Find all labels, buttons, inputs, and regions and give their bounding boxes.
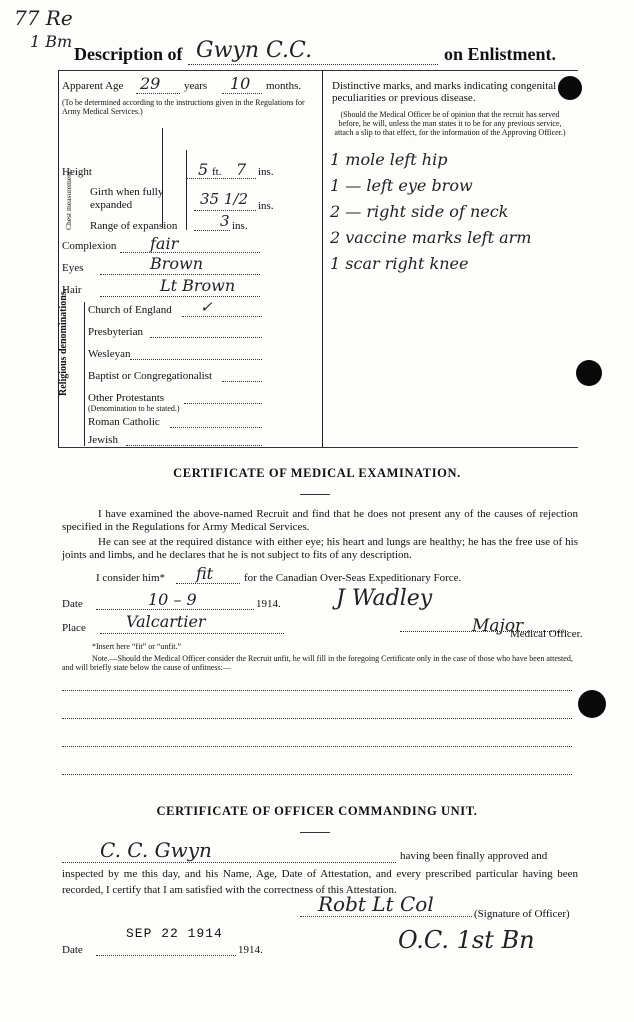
mark-entry-3: 2 — right side of neck: [330, 202, 509, 221]
height-line: [186, 178, 256, 179]
hair-value: Lt Brown: [160, 276, 236, 295]
marks-note: (Should the Medical Officer be of opinion that the recruit has served before, he will, unless the man states it to be for any previous service, attach a slip to that effect, for the information of the Approving Officer.): [334, 110, 566, 137]
officer-unit: O.C. 1st Bn: [398, 926, 535, 954]
nb-note: Note.—Should the Medical Officer consider the Recruit unfit, he will fill in the foregoing Certificate only in the case of those who have been attested, and will briefly state below the cause of unfitness:—: [62, 654, 573, 672]
punch-hole: [578, 690, 606, 718]
religion-roman-catholic: Roman Catholic: [88, 416, 160, 428]
received-stamp: SEP 22 1914: [126, 926, 223, 941]
officer-heading-rule: [300, 832, 330, 833]
medical-signature: J Wadley: [336, 586, 433, 611]
age-note: (To be determined according to the instructions given in the Regulations for Army Medical Services.): [62, 98, 305, 116]
ft-label: ft.: [212, 166, 222, 178]
complexion-value: fair: [150, 234, 179, 253]
mark-entry-1: 1 mole left hip: [330, 150, 448, 169]
girth-ins-label: ins.: [258, 200, 274, 212]
girth-label: Girth when fully expanded: [90, 186, 164, 211]
age-months: 10: [230, 74, 251, 93]
girth-value: 35 1/2: [200, 190, 248, 208]
height-ins-label: ins.: [258, 166, 274, 178]
officer-heading: CERTIFICATE OF OFFICER COMMANDING UNIT.: [156, 804, 478, 818]
medical-heading: CERTIFICATE OF MEDICAL EXAMINATION.: [173, 466, 461, 480]
complexion-line: [120, 252, 260, 253]
range-value: 3: [220, 212, 230, 230]
place-label: Place: [62, 622, 86, 634]
officer-date-line: [96, 955, 236, 956]
title-right: on Enlistment.: [444, 44, 557, 64]
consider-value: fit: [196, 564, 214, 583]
unfit-line-2: [62, 718, 572, 719]
religion-checkmark: ✓: [200, 298, 213, 316]
unfit-line-4: [62, 774, 572, 775]
mark-entry-2: 1 — left eye brow: [330, 176, 473, 195]
medical-para-2: He can see at the required distance with either eye; his heart and lungs are healthy; he has the free use of his joints and limbs, and he declares that he is not subject to fits of any description.: [62, 536, 578, 561]
mark-entry-4: 2 vaccine marks left arm: [330, 228, 532, 247]
religion-note: (Denomination to be stated.): [88, 404, 180, 413]
consider-line: [176, 583, 240, 584]
officer-sign-line: [300, 916, 472, 917]
religion-line-6: [170, 427, 262, 428]
medical-officer-label: Medical Officer.: [510, 628, 583, 640]
heading-rule: [300, 494, 330, 495]
range-label: Range of expansion: [90, 220, 178, 232]
religion-bracket: [84, 302, 85, 446]
eyes-label: Eyes: [62, 262, 84, 274]
punch-hole: [558, 76, 582, 100]
hair-line: [100, 296, 260, 297]
age-months-line: [222, 93, 262, 94]
height-in: 7: [236, 160, 247, 179]
eyes-line: [100, 274, 260, 275]
center-divider: [322, 70, 323, 447]
range-ins-label: ins.: [232, 220, 248, 232]
margin-note-1: 77 Re: [14, 6, 73, 30]
recruit-name-line: [62, 862, 396, 863]
name-line: [188, 64, 438, 65]
girth-line: [194, 210, 256, 211]
officer-text-2: inspected by me this day, and his Name, Age, Date of Attestation, and every prescribed particular having been recorded, I certify that I am satisfied with the correctness of this Attestation.: [62, 868, 578, 896]
place-line: [100, 633, 284, 634]
officer-recruit-name: C. C. Gwyn: [100, 838, 212, 862]
medical-date-value: 10 – 9: [148, 590, 197, 609]
title-left: Description of: [74, 44, 183, 64]
religion-line-4: [222, 381, 262, 382]
unfit-line-3: [62, 746, 572, 747]
religion-line-5: [184, 403, 262, 404]
place-value: Valcartier: [126, 612, 206, 631]
punch-hole: [576, 360, 602, 386]
age-years-line: [136, 93, 180, 94]
consider-label: I consider him*: [96, 572, 166, 584]
officer-text-1: having been finally approved and: [400, 850, 548, 862]
insert-note: *Insert here “fit” or “unfit.”: [92, 642, 182, 651]
religion-wesleyan: Wesleyan: [88, 348, 131, 360]
religion-baptist: Baptist or Congregationalist: [88, 370, 213, 382]
officer-year: 1914.: [238, 944, 263, 956]
religion-line-2: [150, 337, 262, 338]
margin-note-2: 1 Bm: [30, 32, 73, 51]
medical-rank: Major: [472, 616, 524, 636]
hair-label: Hair: [62, 284, 82, 296]
height-ft: 5: [198, 160, 209, 179]
top-rule: [58, 70, 578, 71]
consider-tail: for the Canadian Over-Seas Expeditionary Force.: [244, 572, 462, 584]
eyes-value: Brown: [150, 254, 204, 273]
left-col-divider: [162, 128, 163, 228]
officer-sig-label: (Signature of Officer): [474, 908, 570, 920]
medical-date-line: [96, 609, 254, 610]
officer-date-label: Date: [62, 944, 83, 956]
age-label: Apparent Age: [62, 80, 124, 92]
age-years: 29: [140, 74, 161, 93]
religion-jewish: Jewish: [88, 434, 118, 446]
unfit-line-1: [62, 690, 572, 691]
bottom-rule: [58, 447, 578, 448]
complexion-label: Complexion: [62, 240, 117, 252]
years-label: years: [184, 80, 208, 92]
mark-entry-5: 1 scar right knee: [330, 254, 469, 273]
religion-presbyterian: Presbyterian: [88, 326, 143, 338]
range-line: [194, 230, 230, 231]
medical-date-label: Date: [62, 598, 83, 610]
religion-other-protestants: Other Protestants: [88, 392, 165, 404]
marks-heading: Distinctive marks, and marks indicating congenital peculiarities or previous disease.: [332, 80, 557, 104]
recruit-name: Gwyn C.C.: [196, 38, 313, 63]
medical-year: 1914.: [256, 598, 281, 610]
officer-signature: Robt Lt Col: [318, 892, 434, 916]
months-label: months.: [266, 80, 302, 92]
religion-church-of-england: Church of England: [88, 304, 172, 316]
medical-para-1: I have examined the above-named Recruit and find that he does not present any of the causes of rejection specified in the Regulations for Army Medical Services.: [62, 508, 578, 533]
religion-line-7: [126, 445, 262, 446]
religion-line-1: [182, 316, 262, 317]
height-label: Height: [62, 166, 92, 178]
religion-line-3: [130, 359, 262, 360]
